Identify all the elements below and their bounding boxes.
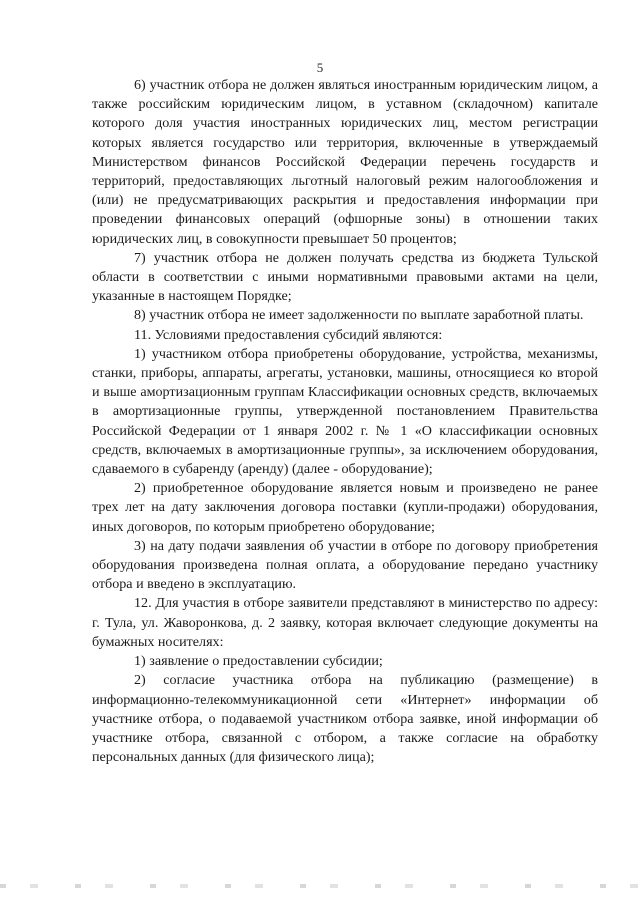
- paragraph-condition-2: 2) приобретенное оборудование является новым и произведено не ранее трех лет на дату заключения договора поставки (купли-продажи) оборудования, иных договоров, по которым приобретено оборудование;: [92, 480, 598, 535]
- paragraph-condition-1: 1) участником отбора приобретены оборудование, устройства, механизмы, станки, приборы, аппараты, агрегаты, установки, машины, относящиеся ко второй и выше амортизационным группам Классификации основных средств, включаемых в амортизационные группы, утвержденной постановлением Правительства Российской Федерации от 1 января 2002 г. № 1 «О классификации основных средств, включаемых в амортизационные группы», за исключением оборудования, сдаваемого в субаренду (аренду) (далее - оборудование);: [92, 345, 598, 478]
- paragraph-item-8: 8) участник отбора не имеет задолженности по выплате заработной платы.: [134, 307, 584, 324]
- page-number: 5: [316, 60, 324, 75]
- paragraph-item-7: 7) участник отбора не должен получать средства из бюджета Тульской области в соответствии с иными нормативными правовыми актами на цели, указанные в настоящем Порядке;: [92, 249, 598, 305]
- document-body: [92, 76, 598, 767]
- paragraph-document-1: 1) заявление о предоставлении субсидии;: [134, 653, 383, 670]
- paragraph-document-2: 2) согласие участника отбора на публикацию (размещение) в информационно-телекоммуникационной сети «Интернет» информации об участнике отбора, о подаваемой участником отбора заявке, иной информации об участнике отбора, связанной с отбором, а также согласие на обработку персональных данных (для физического лица);: [92, 672, 598, 766]
- paragraph-condition-3: 3) на дату подачи заявления об участии в отборе по договору приобретения оборудования произведена полная оплата, а оборудование передано участнику отбора и введено в эксплуатацию.: [92, 537, 598, 593]
- scan-artifact-line: [0, 884, 640, 888]
- paragraph-section-11: 11. Условиями предоставления субсидий являются:: [134, 326, 443, 343]
- paragraph-section-12: 12. Для участия в отборе заявители представляют в министерство по адресу: г. Тула, ул. Жаворонкова, д. 2 заявку, которая включает следующие документы на бумажных носителях:: [92, 595, 598, 650]
- paragraph-item-6: 6) участник отбора не должен являться иностранным юридическим лицом, а также российским юридическим лицом, в уставном (складочном) капитале которого доля участия иностранных юридических лиц, местом регистрации которых является государство или территория, включенные в утверждаемый Министерством финансов Российской Федерации перечень государств и территорий, предоставляющих льготный налоговый режим налогообложения и (или) не предусматривающих раскрытия и предоставления информации при проведении финансовых операций (офшорные зоны) в отношении таких юридических лиц, в совокупности превышает 50 процентов;: [92, 77, 598, 247]
